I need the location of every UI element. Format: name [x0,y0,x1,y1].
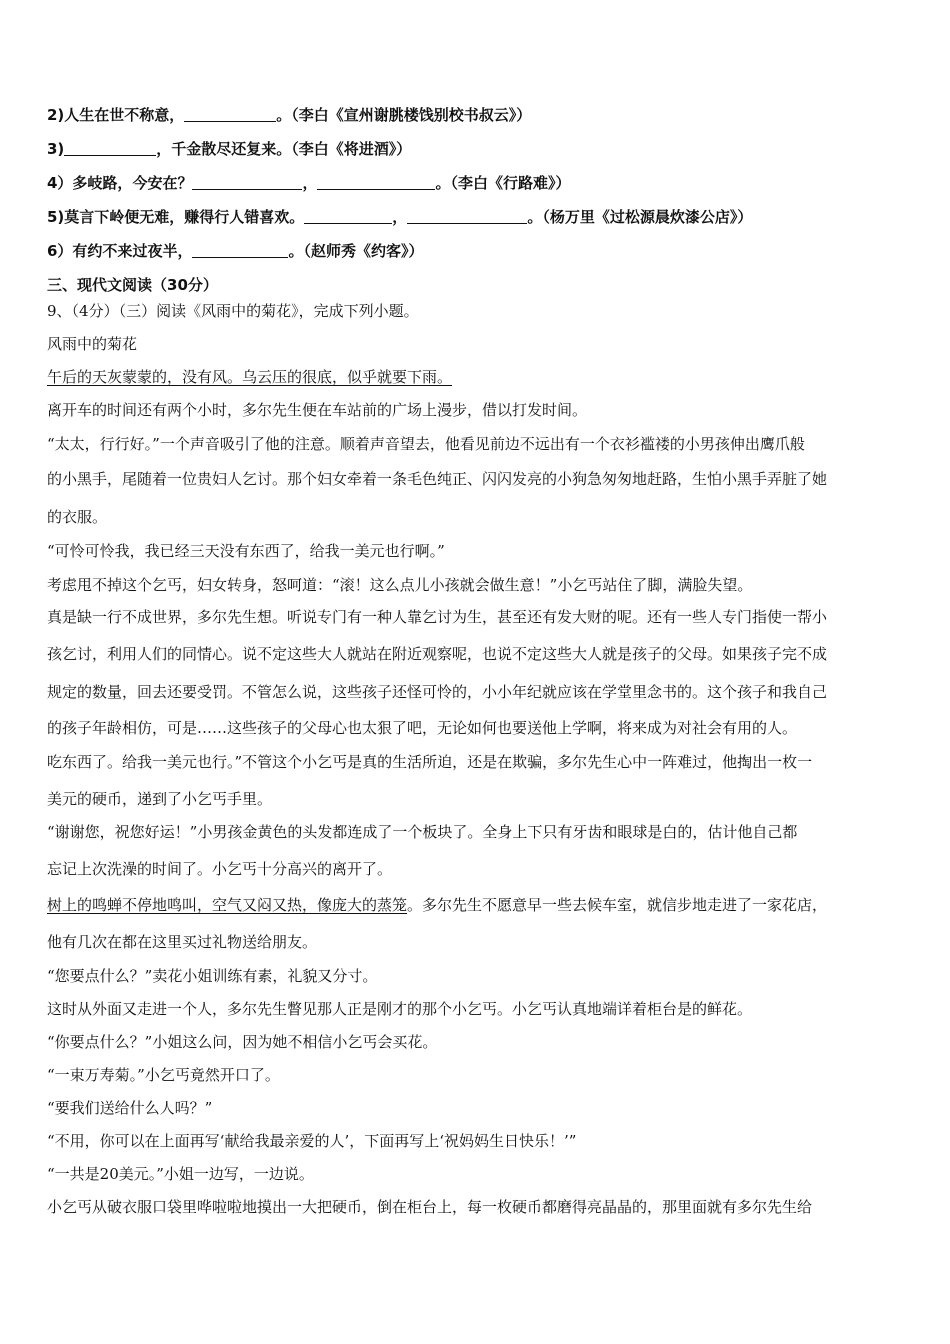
passage-line: 孩乞讨，利用人们的同情心。说不定这些大人就站在附近观察呢，也说不定这些大人就是孩子的父母。如果孩子完不成 [47,645,828,663]
question-text: 2)人生在世不称意， [47,106,185,124]
fill-blank-question-4 [47,172,920,193]
answer-blank-1[interactable] [192,175,302,190]
passage-line: “您要点什么？”卖花小姐训练有素，礼貌又分寸。 [47,967,378,985]
section-heading: 三、现代文阅读（30分） [47,276,218,294]
answer-blank[interactable] [184,107,276,122]
answer-blank-1[interactable] [304,209,392,224]
question-source: 。（杨万里《过松源晨炊漆公店》） [527,208,753,226]
fill-blank-question-3 [47,138,920,159]
passage-line: “谢谢您，祝您好运！”小男孩金黄色的头发都连成了一个板块了。全身上下只有牙齿和眼球是白的，估计他自己都 [47,823,798,841]
passage-line: 他有几次在都在这里买过礼物送给朋友。 [47,933,318,951]
passage-line: 美元的硬币，递到了小乞丐手里。 [47,790,273,808]
passage-line: 午后的天灰蒙蒙的，没有风。乌云压的很底，似乎就要下雨。 [47,368,453,386]
answer-blank[interactable] [64,141,156,156]
question-source: 。（赵师秀《约客》） [288,242,424,260]
passage-line: 忘记上次洗澡的时间了。小乞丐十分高兴的离开了。 [47,860,393,878]
question-instruction: 9、（4分）（三）阅读《风雨中的菊花》，完成下列小题。 [47,302,419,320]
passage-line: 吃东西了。给我一美元也行。”不管这个小乞丐是真的生活所迫，还是在欺骗，多尔先生心中一阵难过，他掏出一枚一 [47,753,813,771]
passage-line: “一共是20美元。”小姐一边写，一边说。 [47,1165,314,1183]
underlined-sentence: 树上的鸣蝉不停地鸣叫，空气又闷又热，像庞大的蒸笼 [47,896,408,914]
passage-line: “你要点什么？”小姐这么问，因为她不相信小乞丐会买花。 [47,1033,438,1051]
fill-blank-question-5 [47,206,920,227]
passage-line: 规定的数量，回去还要受罚。不管怎么说，这些孩子还怪可怜的，小小年纪就应该在学堂里念书的。这个孩子和我自己 [47,683,828,701]
separator: ， [392,208,408,226]
passage-line: “要我们送给什么人吗？” [47,1099,213,1117]
passage-line: “可怜可怜我，我已经三天没有东西了，给我一美元也行啊。” [47,542,445,560]
passage-line: 这时从外面又走进一个人，多尔先生瞥见那人正是刚才的那个小乞丐。小乞丐认真地端详着柜台是的鲜花。 [47,1000,753,1018]
passage-line [47,894,908,915]
question-text: 6）有约不来过夜半， [47,242,193,260]
passage-line: 的孩子年龄相仿，可是……这些孩子的父母心也太狠了吧，无论如何也要送他上学啊，将来成为对社会有用的人。 [47,719,798,737]
fill-blank-question-2 [47,104,920,125]
passage-line: 的衣服。 [47,508,108,526]
passage-line: 的小黑手，尾随着一位贵妇人乞讨。那个妇女牵着一条毛色纯正、闪闪发亮的小狗急匆匆地赶路，生怕小黑手弄脏了她 [47,470,828,488]
passage-line: “一束万寿菊。”小乞丐竟然开口了。 [47,1066,280,1084]
passage-title: 风雨中的菊花 [47,335,138,353]
question-text: 4）多岐路，今安在？ [47,174,193,192]
passage-line: 考虑甩不掉这个乞丐，妇女转身，怒呵道：“滚！这么点儿小孩就会做生意！”小乞丐站住了脚，满脸失望。 [47,576,753,594]
question-text: 5)莫言下岭便无难，赚得行人错喜欢。 [47,208,305,226]
passage-line: “不用，你可以在上面再写‘献给我最亲爱的人’，下面再写上‘祝妈妈生日快乐！’” [47,1132,577,1150]
fill-blank-question-6 [47,240,920,261]
answer-blank[interactable] [192,243,288,258]
passage-text: 。多尔先生不愿意早一些去候车室，就信步地走进了一家花店， [407,896,828,914]
answer-blank-2[interactable] [317,175,435,190]
question-source: 。（李白《宣州谢朓楼饯别校书叔云》） [276,106,532,124]
question-text: ，千金散尽还复来。（李白《将进酒》） [156,140,412,158]
passage-line: 小乞丐从破衣服口袋里哗啦啦地摸出一大把硬币，倒在柜台上，每一枚硬币都磨得亮晶晶的，那里面就有多尔先生给 [47,1198,813,1216]
question-number: 3) [47,140,65,158]
separator: ， [302,174,318,192]
answer-blank-2[interactable] [407,209,527,224]
question-source: 。（李白《行路难》） [435,174,571,192]
passage-line: 离开车的时间还有两个小时，多尔先生便在车站前的广场上漫步，借以打发时间。 [47,401,588,419]
passage-line: 真是缺一行不成世界，多尔先生想。听说专门有一种人靠乞讨为生，甚至还有发大财的呢。还有一些人专门指使一帮小 [47,608,828,626]
passage-line: “太太，行行好。”一个声音吸引了他的注意。顺着声音望去，他看见前边不远出有一个衣衫褴褛的小男孩伸出鹰爪般 [47,435,805,453]
